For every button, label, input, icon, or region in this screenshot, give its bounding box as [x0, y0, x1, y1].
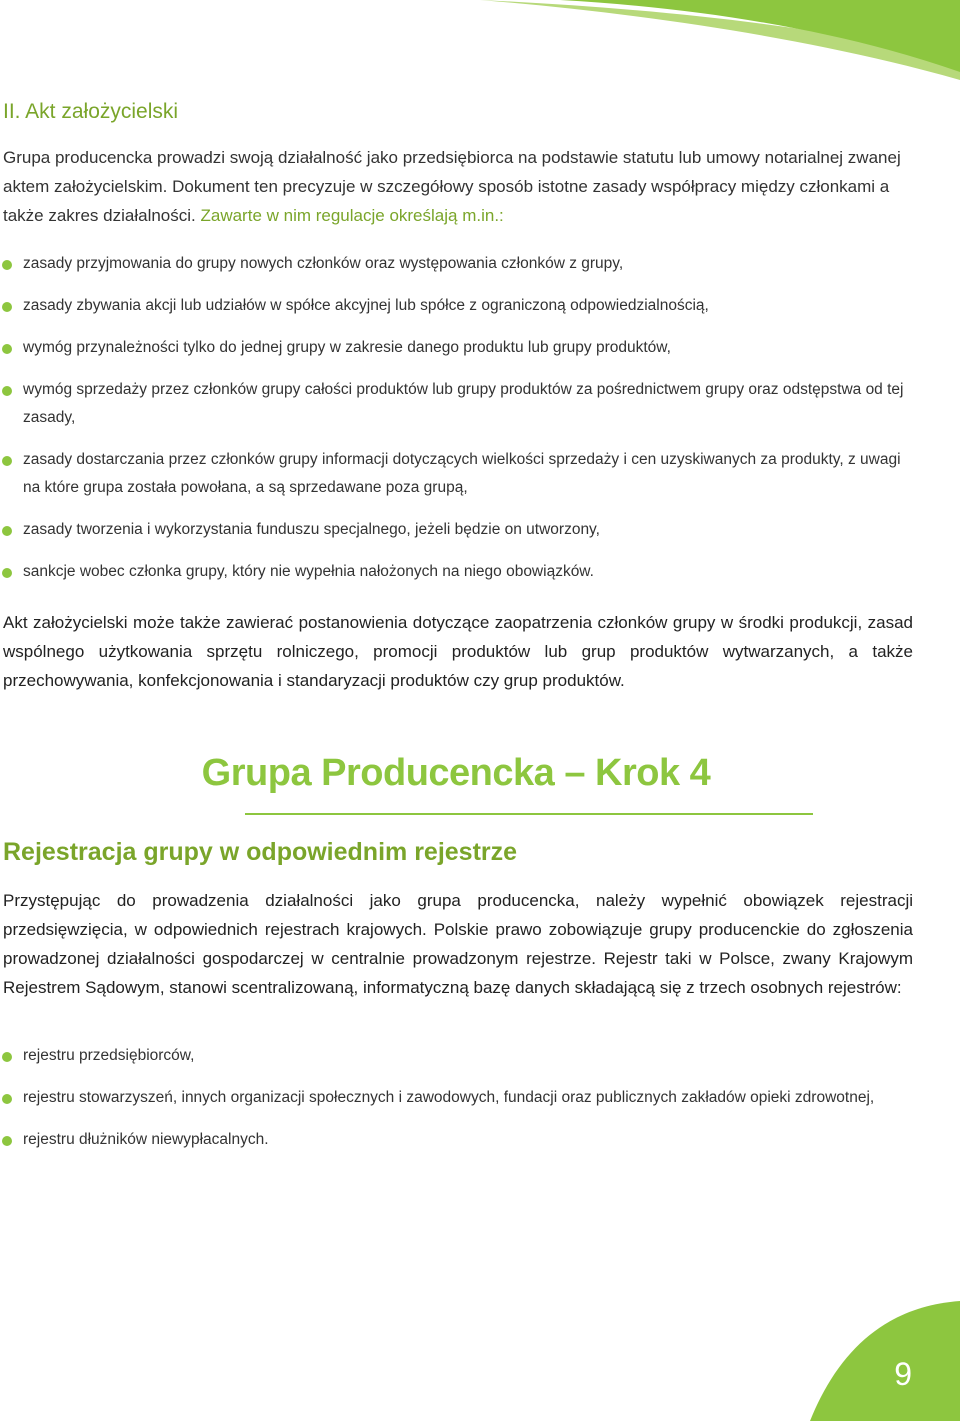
bullet-icon	[2, 302, 12, 312]
list-item	[0, 1042, 914, 1070]
list-item	[0, 446, 914, 502]
list-item	[0, 292, 914, 320]
bullet-icon	[2, 1136, 12, 1146]
bullet-icon	[2, 1052, 12, 1062]
page-number: 9	[894, 1356, 912, 1392]
bullet-icon	[2, 526, 12, 536]
regulations-list	[0, 250, 914, 600]
page-corner-shape	[800, 1301, 960, 1421]
list-item-text: rejestru dłużników niewypłacalnych.	[23, 1131, 269, 1148]
list-item	[0, 250, 914, 278]
bullet-icon	[2, 1094, 12, 1104]
list-item	[0, 558, 914, 586]
list-item-text: sankcje wobec członka grupy, który nie wypełnia nałożonych na niego obowiązków.	[23, 563, 594, 580]
list-item-text: rejestru przedsiębiorców,	[23, 1047, 195, 1064]
sub-heading: Rejestracja grupy w odpowiednim rejestrze	[3, 838, 518, 866]
registration-paragraph: Przystępując do prowadzenia działalności jako grupa producencka, należy wypełnić obowiązek rejestracji przedsięwzięcia, w odpowiednich rejestrach krajowych. Polskie prawo zobowiązuje grupy producenckie do zgłoszenia prowadzonej działalności gospodarczej w centralnie prowadzonym rejestrze. Rejestr taki w Polsce, zwany Krajowym Rejestrem Sądowym, stanowi scentralizowaną, informatyczną bazę danych składającą się z trzech osobnych rejestrów:	[3, 891, 913, 997]
bullet-icon	[2, 568, 12, 578]
bullet-icon	[2, 260, 12, 270]
list-item	[0, 376, 914, 432]
intro-text: Grupa producencka prowadzi swoją działalność jako przedsiębiorca na podstawie statutu lub umowy notarialnej zwanej aktem założycielskim. Dokument ten precyzuje w szczegółowy sposób istotne zasady współpracy między członkami a także zakres działalności.	[3, 148, 901, 225]
list-item	[0, 1084, 914, 1112]
section-title: II. Akt założycielski	[3, 100, 179, 123]
step-heading: Grupa Producencka – Krok 4	[201, 752, 711, 794]
list-item-text: wymóg przynależności tylko do jednej grupy w zakresie danego produktu lub grupy produktów,	[23, 339, 671, 356]
top-green-wave	[0, 0, 960, 80]
bullet-icon	[2, 386, 12, 396]
bullet-icon	[2, 344, 12, 354]
list-item-text: zasady przyjmowania do grupy nowych członków oraz występowania członków z grupy,	[23, 255, 624, 272]
list-item	[0, 516, 914, 544]
intro-highlight: Zawarte w nim regulacje określają m.in.:	[200, 206, 504, 225]
list-item-text: zasady tworzenia i wykorzystania funduszu specjalnego, jeżeli będzie on utworzony,	[23, 521, 600, 538]
bullet-icon	[2, 456, 12, 466]
intro-paragraph	[3, 143, 913, 230]
list-item	[0, 1126, 914, 1154]
list-item-text: wymóg sprzedaży przez członków grupy całości produktów lub grupy produktów za pośrednictwem grupy oraz odstępstwa od tej zasady,	[23, 381, 904, 426]
list-item-text: zasady dostarczania przez członków grupy informacji dotyczących wielkości sprzedaży i cen uzyskiwanych za produkty, z uwagi na które grupa została powołana, a są sprzedawane poza grupą,	[23, 451, 901, 496]
heading-underline	[245, 813, 813, 815]
list-item	[0, 334, 914, 362]
registers-list	[0, 1042, 914, 1168]
list-item-text: zasady zbywania akcji lub udziałów w spółce akcyjnej lub spółce z ograniczoną odpowiedzialnością,	[23, 297, 709, 314]
founding-act-paragraph: Akt założycielski może także zawierać postanowienia dotyczące zaopatrzenia członków grupy w środki produkcji, zasad wspólnego użytkowania sprzętu rolniczego, promocji produktów lub grup produktów wytwarzanych, a także przechowywania, konfekcjonowania i standaryzacji produktów czy grup produktów.	[3, 613, 913, 690]
list-item-text: rejestru stowarzyszeń, innych organizacji społecznych i zawodowych, fundacji oraz publicznych zakładów opieki zdrowotnej,	[23, 1089, 875, 1106]
